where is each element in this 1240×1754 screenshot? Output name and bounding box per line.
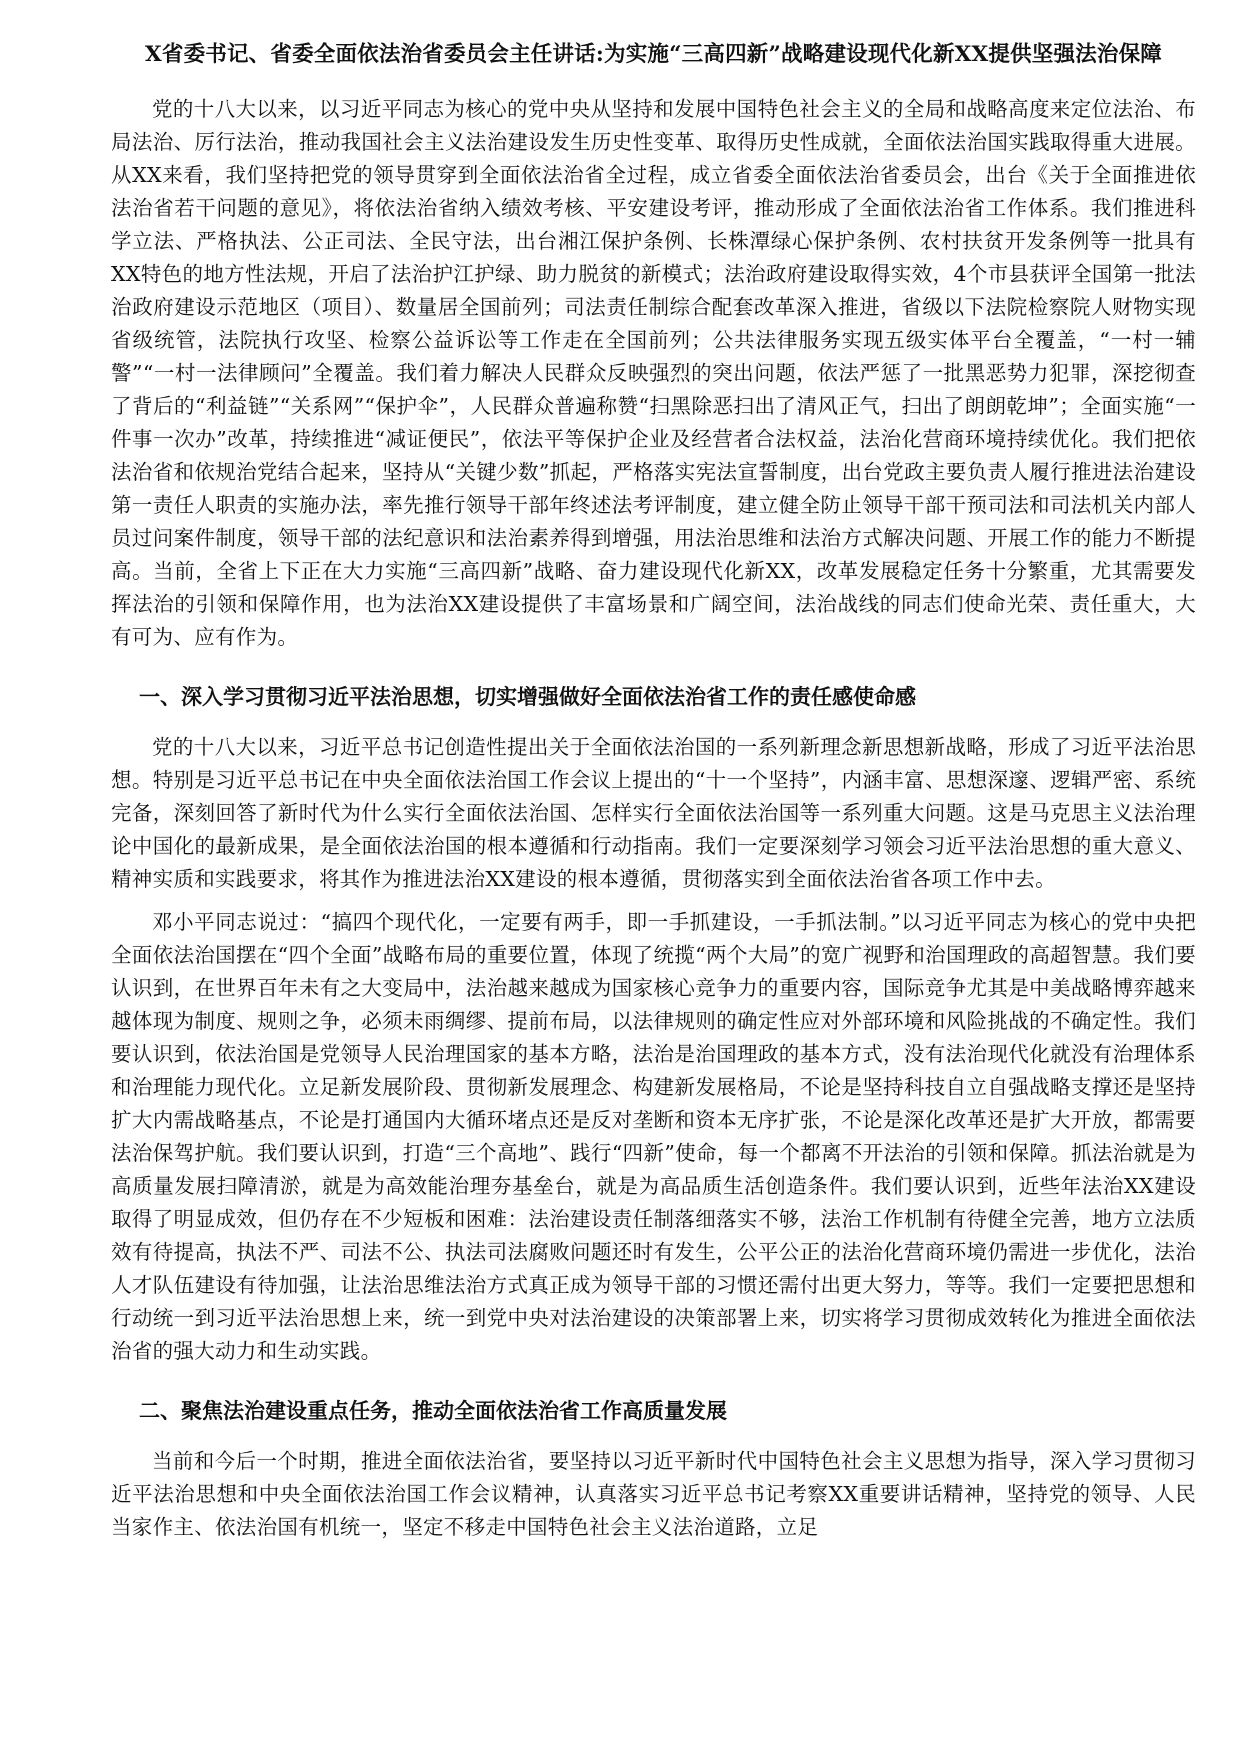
section-2-heading: 二、聚焦法治建设重点任务，推动全面依法治省工作高质量发展 <box>139 1398 727 1423</box>
section-1-paragraph-2: 邓小平同志说过：“搞四个现代化，一定要有两手，即一手抓建设，一手抓法制。”以习近平同志为核心的党中央把全面依法治国摆在“四个全面”战略布局的重要位置，体现了统揽“两个大局”的宽广视野和治国理政的高超智慧。我们要认识到，在世界百年未有之大变局中，法治越来越成为国家核心竞争力的重要内容，国际竞争尤其是中美战略博弈越来越体现为制度、规则之争，必须未雨绸缪、提前布局，以法律规则的确定性应对外部环境和风险挑战的不确定性。我们要认识到，依法治国是党领导人民治理国家的基本方略，法治是治国理政的基本方式，没有法治现代化就没有治理体系和治理能力现代化。立足新发展阶段、贯彻新发展理念、构建新发展格局，不论是坚持科技自立自强战略支撑还是坚持扩大内需战略基点，不论是打通国内大循环堵点还是反对垄断和资本无序扩张，不论是深化改革还是扩大开放，都需要法治保驾护航。我们要认识到，打造“三个高地”、践行“四新”使命，每一个都离不开法治的引领和保障。抓法治就是为高质量发展扫障清淤，就是为高效能治理夯基垒台，就是为高品质生活创造条件。我们要认识到，近些年法治XX建设取得了明显成效，但仍存在不少短板和困难：法治建设责任制落细落实不够，法治工作机制有待健全完善，地方立法质效有待提高，执法不严、司法不公、执法司法腐败问题还时有发生，公平公正的法治化营商环境仍需进一步优化，法治人才队伍建设有待加强，让法治思维法治方式真正成为领导干部的习惯还需付出更大努力，等等。我们一定要把思想和行动统一到习近平法治思想上来，统一到党中央对法治建设的决策部署上来，切实将学习贯彻成效转化为推进全面依法治省的强大动力和生动实践。 <box>111 910 1196 1363</box>
section-1-paragraph-1: 党的十八大以来，习近平总书记创造性提出关于全面依法治国的一系列新理念新思想新战略，形成了习近平法治思想。特别是习近平总书记在中央全面依法治国工作会议上提出的“十一个坚持”，内涵丰富、思想深邃、逻辑严密、系统完备，深刻回答了新时代为什么实行全面依法治国、怎样实行全面依法治国等一系列重大问题。这是马克思主义法治理论中国化的最新成果，是全面依法治国的根本遵循和行动指南。我们一定要深刻学习领会习近平法治思想的重大意义、精神实质和实践要求，将其作为推进法治XX建设的根本遵循，贯彻落实到全面依法治省各项工作中去。 <box>111 735 1196 891</box>
document-title: X省委书记、省委全面依法治省委员会主任讲话:为实施“三高四新”战略建设现代化新XX提供坚强法治保障 <box>144 42 1163 67</box>
section-1-heading: 一、深入学习贯彻习近平法治思想，切实增强做好全面依法治省工作的责任感使命感 <box>139 684 916 709</box>
intro-paragraph: 党的十八大以来，以习近平同志为核心的党中央从坚持和发展中国特色社会主义的全局和战略高度来定位法治、布局法治、厉行法治，推动我国社会主义法治建设发生历史性变革、取得历史性成就，全面依法治国实践取得重大进展。从XX来看，我们坚持把党的领导贯穿到全面依法治省全过程，成立省委全面依法治省委员会，出台《关于全面推进依法治省若干问题的意见》，将依法治省纳入绩效考核、平安建设考评，推动形成了全面依法治省工作体系。我们推进科学立法、严格执法、公正司法、全民守法，出台湘江保护条例、长株潭绿心保护条例、农村扶贫开发条例等一批具有XX特色的地方性法规，开启了法治护江护绿、助力脱贫的新模式；法治政府建设取得实效，4个市县获评全国第一批法治政府建设示范地区（项目）、数量居全国前列；司法责任制综合配套改革深入推进，省级以下法院检察院人财物实现省级统管，法院执行攻坚、检察公益诉讼等工作走在全国前列；公共法律服务实现五级实体平台全覆盖，“一村一辅警”“一村一法律顾问”全覆盖。我们着力解决人民群众反映强烈的突出问题，依法严惩了一批黑恶势力犯罪，深挖彻查了背后的“利益链”“关系网”“保护伞”，人民群众普遍称赞“扫黑除恶扫出了清风正气，扫出了朗朗乾坤”；全面实施“一件事一次办”改革，持续推进“减证便民”，依法平等保护企业及经营者合法权益，法治化营商环境持续优化。我们把依法治省和依规治党结合起来，坚持从“关键少数”抓起，严格落实宪法宣誓制度，出台党政主要负责人履行推进法治建设第一责任人职责的实施办法，率先推行领导干部年终述法考评制度，建立健全防止领导干部干预司法和司法机关内部人员过问案件制度，领导干部的法纪意识和法治素养得到增强，用法治思维和法治方式解决问题、开展工作的能力不断提高。当前，全省上下正在大力实施“三高四新”战略、奋力建设现代化新XX，改革发展稳定任务十分繁重，尤其需要发挥法治的引领和保障作用，也为法治XX建设提供了丰富场景和广阔空间，法治战线的同志们使命光荣、责任重大，大有可为、应有作为。 <box>111 97 1196 649</box>
section-2-paragraph-1: 当前和今后一个时期，推进全面依法治省，要坚持以习近平新时代中国特色社会主义思想为指导，深入学习贯彻习近平法治思想和中央全面依法治国工作会议精神，认真落实习近平总书记考察XX重要讲话精神，坚持党的领导、人民当家作主、依法治国有机统一，坚定不移走中国特色社会主义法治道路，立足 <box>111 1449 1196 1539</box>
